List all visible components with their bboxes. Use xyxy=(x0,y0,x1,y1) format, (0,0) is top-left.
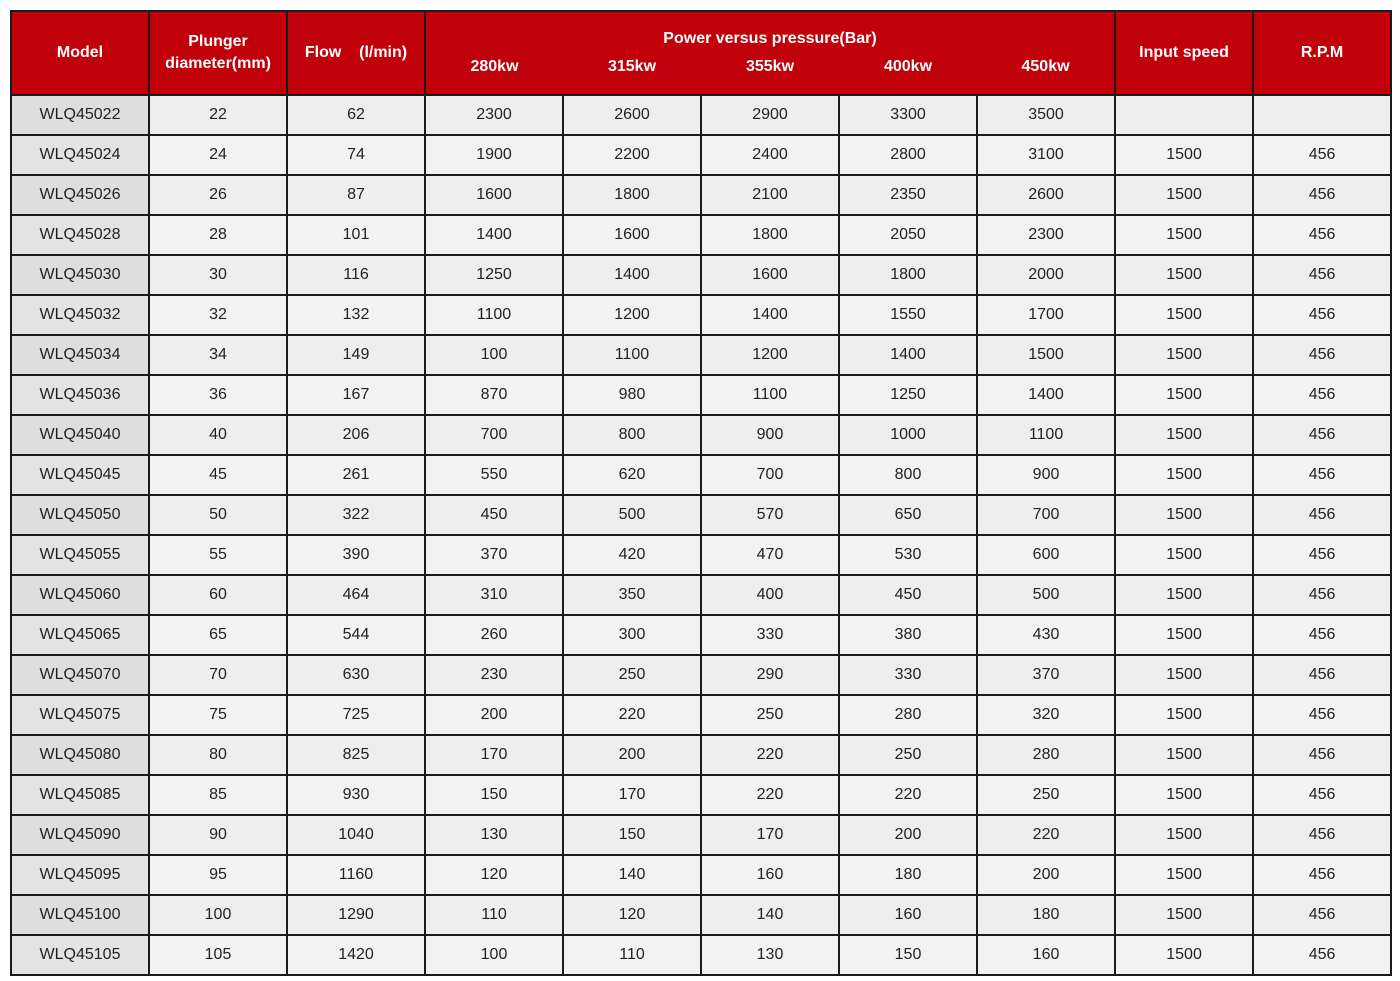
cell-input-speed: 1500 xyxy=(1115,575,1253,615)
pump-spec-table xyxy=(10,10,1392,976)
cell-rpm: 456 xyxy=(1253,575,1391,615)
table-row xyxy=(11,535,1391,575)
cell-rpm: 456 xyxy=(1253,815,1391,855)
cell-pressure-280kw: 230 xyxy=(425,655,563,695)
cell-pressure-315kw: 800 xyxy=(563,415,701,455)
cell-pressure-355kw: 130 xyxy=(701,935,839,975)
cell-plunger-diameter: 85 xyxy=(149,775,287,815)
cell-pressure-355kw: 570 xyxy=(701,495,839,535)
cell-pressure-355kw: 1100 xyxy=(701,375,839,415)
cell-model: WLQ45085 xyxy=(11,775,149,815)
header-power-280kw: 280kw xyxy=(425,52,563,95)
cell-pressure-400kw: 450 xyxy=(839,575,977,615)
table-row xyxy=(11,695,1391,735)
cell-pressure-280kw: 1250 xyxy=(425,255,563,295)
table-row xyxy=(11,415,1391,455)
cell-flow: 322 xyxy=(287,495,425,535)
cell-pressure-355kw: 160 xyxy=(701,855,839,895)
table-row xyxy=(11,655,1391,695)
table-row xyxy=(11,215,1391,255)
cell-model: WLQ45070 xyxy=(11,655,149,695)
cell-pressure-280kw: 1400 xyxy=(425,215,563,255)
cell-pressure-450kw: 2600 xyxy=(977,175,1115,215)
cell-model: WLQ45050 xyxy=(11,495,149,535)
cell-input-speed: 1500 xyxy=(1115,935,1253,975)
cell-pressure-450kw: 1500 xyxy=(977,335,1115,375)
cell-pressure-450kw: 3500 xyxy=(977,95,1115,135)
cell-pressure-315kw: 1800 xyxy=(563,175,701,215)
cell-pressure-355kw: 900 xyxy=(701,415,839,455)
cell-pressure-315kw: 300 xyxy=(563,615,701,655)
cell-model: WLQ45024 xyxy=(11,135,149,175)
table-row xyxy=(11,455,1391,495)
table-header xyxy=(11,11,1391,95)
cell-pressure-315kw: 250 xyxy=(563,655,701,695)
cell-pressure-355kw: 290 xyxy=(701,655,839,695)
cell-pressure-400kw: 160 xyxy=(839,895,977,935)
cell-rpm: 456 xyxy=(1253,655,1391,695)
cell-pressure-355kw: 2100 xyxy=(701,175,839,215)
cell-model: WLQ45095 xyxy=(11,855,149,895)
cell-plunger-diameter: 75 xyxy=(149,695,287,735)
header-row-top xyxy=(11,11,1391,52)
cell-flow: 1160 xyxy=(287,855,425,895)
cell-pressure-355kw: 2900 xyxy=(701,95,839,135)
cell-pressure-280kw: 2300 xyxy=(425,95,563,135)
cell-pressure-355kw: 1800 xyxy=(701,215,839,255)
cell-model: WLQ45034 xyxy=(11,335,149,375)
cell-pressure-400kw: 380 xyxy=(839,615,977,655)
cell-plunger-diameter: 22 xyxy=(149,95,287,135)
cell-pressure-400kw: 200 xyxy=(839,815,977,855)
cell-flow: 1040 xyxy=(287,815,425,855)
cell-pressure-280kw: 370 xyxy=(425,535,563,575)
cell-pressure-280kw: 150 xyxy=(425,775,563,815)
cell-pressure-450kw: 500 xyxy=(977,575,1115,615)
cell-pressure-280kw: 260 xyxy=(425,615,563,655)
cell-rpm: 456 xyxy=(1253,215,1391,255)
cell-rpm: 456 xyxy=(1253,855,1391,895)
table-row xyxy=(11,935,1391,975)
cell-input-speed: 1500 xyxy=(1115,135,1253,175)
cell-model: WLQ45032 xyxy=(11,295,149,335)
cell-plunger-diameter: 60 xyxy=(149,575,287,615)
cell-flow: 390 xyxy=(287,535,425,575)
cell-flow: 167 xyxy=(287,375,425,415)
cell-pressure-400kw: 1400 xyxy=(839,335,977,375)
cell-pressure-315kw: 150 xyxy=(563,815,701,855)
cell-pressure-450kw: 370 xyxy=(977,655,1115,695)
cell-pressure-450kw: 2300 xyxy=(977,215,1115,255)
cell-pressure-400kw: 1250 xyxy=(839,375,977,415)
cell-pressure-280kw: 200 xyxy=(425,695,563,735)
cell-plunger-diameter: 80 xyxy=(149,735,287,775)
table-row xyxy=(11,575,1391,615)
cell-model: WLQ45026 xyxy=(11,175,149,215)
cell-pressure-400kw: 1000 xyxy=(839,415,977,455)
cell-model: WLQ45036 xyxy=(11,375,149,415)
cell-pressure-280kw: 1900 xyxy=(425,135,563,175)
cell-input-speed: 1500 xyxy=(1115,775,1253,815)
cell-pressure-450kw: 430 xyxy=(977,615,1115,655)
cell-rpm: 456 xyxy=(1253,335,1391,375)
cell-model: WLQ45090 xyxy=(11,815,149,855)
header-rpm: R.P.M xyxy=(1253,11,1391,95)
cell-pressure-315kw: 1100 xyxy=(563,335,701,375)
cell-input-speed: 1500 xyxy=(1115,615,1253,655)
cell-pressure-450kw: 900 xyxy=(977,455,1115,495)
cell-input-speed: 1500 xyxy=(1115,415,1253,455)
cell-model: WLQ45080 xyxy=(11,735,149,775)
cell-pressure-400kw: 2350 xyxy=(839,175,977,215)
cell-input-speed: 1500 xyxy=(1115,215,1253,255)
cell-plunger-diameter: 40 xyxy=(149,415,287,455)
cell-plunger-diameter: 65 xyxy=(149,615,287,655)
cell-input-speed: 1500 xyxy=(1115,335,1253,375)
header-model: Model xyxy=(11,11,149,95)
header-power-315kw: 315kw xyxy=(563,52,701,95)
table-row xyxy=(11,335,1391,375)
cell-rpm: 456 xyxy=(1253,135,1391,175)
cell-pressure-315kw: 2200 xyxy=(563,135,701,175)
cell-plunger-diameter: 24 xyxy=(149,135,287,175)
cell-pressure-280kw: 170 xyxy=(425,735,563,775)
cell-pressure-400kw: 1800 xyxy=(839,255,977,295)
cell-pressure-355kw: 330 xyxy=(701,615,839,655)
cell-rpm: 456 xyxy=(1253,935,1391,975)
cell-pressure-315kw: 1600 xyxy=(563,215,701,255)
cell-flow: 725 xyxy=(287,695,425,735)
cell-input-speed: 1500 xyxy=(1115,655,1253,695)
cell-input-speed: 1500 xyxy=(1115,855,1253,895)
header-power-355kw: 355kw xyxy=(701,52,839,95)
cell-pressure-355kw: 220 xyxy=(701,775,839,815)
cell-input-speed: 1500 xyxy=(1115,895,1253,935)
cell-plunger-diameter: 70 xyxy=(149,655,287,695)
cell-input-speed: 1500 xyxy=(1115,695,1253,735)
cell-pressure-355kw: 2400 xyxy=(701,135,839,175)
table-row xyxy=(11,95,1391,135)
cell-pressure-315kw: 110 xyxy=(563,935,701,975)
cell-model: WLQ45100 xyxy=(11,895,149,935)
table-row xyxy=(11,375,1391,415)
cell-input-speed: 1500 xyxy=(1115,295,1253,335)
cell-pressure-315kw: 500 xyxy=(563,495,701,535)
cell-pressure-400kw: 2050 xyxy=(839,215,977,255)
cell-rpm: 456 xyxy=(1253,175,1391,215)
cell-input-speed xyxy=(1115,95,1253,135)
table-row xyxy=(11,855,1391,895)
cell-pressure-450kw: 1700 xyxy=(977,295,1115,335)
table-row xyxy=(11,735,1391,775)
cell-rpm: 456 xyxy=(1253,695,1391,735)
cell-plunger-diameter: 55 xyxy=(149,535,287,575)
cell-flow: 544 xyxy=(287,615,425,655)
cell-rpm: 456 xyxy=(1253,615,1391,655)
cell-pressure-315kw: 980 xyxy=(563,375,701,415)
cell-pressure-355kw: 170 xyxy=(701,815,839,855)
cell-flow: 149 xyxy=(287,335,425,375)
table-row xyxy=(11,815,1391,855)
cell-input-speed: 1500 xyxy=(1115,735,1253,775)
cell-pressure-355kw: 700 xyxy=(701,455,839,495)
cell-pressure-450kw: 1100 xyxy=(977,415,1115,455)
cell-pressure-280kw: 550 xyxy=(425,455,563,495)
cell-plunger-diameter: 100 xyxy=(149,895,287,935)
cell-pressure-450kw: 220 xyxy=(977,815,1115,855)
cell-pressure-450kw: 250 xyxy=(977,775,1115,815)
table-row xyxy=(11,295,1391,335)
cell-pressure-450kw: 3100 xyxy=(977,135,1115,175)
header-plunger-label: Plunger diameter(mm) xyxy=(165,33,271,72)
cell-pressure-400kw: 2800 xyxy=(839,135,977,175)
cell-plunger-diameter: 95 xyxy=(149,855,287,895)
cell-input-speed: 1500 xyxy=(1115,455,1253,495)
cell-pressure-315kw: 620 xyxy=(563,455,701,495)
cell-pressure-400kw: 280 xyxy=(839,695,977,735)
header-plunger-diameter xyxy=(149,11,287,95)
cell-rpm: 456 xyxy=(1253,735,1391,775)
cell-pressure-450kw: 280 xyxy=(977,735,1115,775)
cell-pressure-280kw: 700 xyxy=(425,415,563,455)
table-body xyxy=(11,95,1391,975)
cell-input-speed: 1500 xyxy=(1115,495,1253,535)
cell-model: WLQ45028 xyxy=(11,215,149,255)
cell-input-speed: 1500 xyxy=(1115,255,1253,295)
cell-pressure-280kw: 110 xyxy=(425,895,563,935)
cell-flow: 261 xyxy=(287,455,425,495)
cell-pressure-400kw: 220 xyxy=(839,775,977,815)
cell-pressure-355kw: 1600 xyxy=(701,255,839,295)
cell-pressure-355kw: 1400 xyxy=(701,295,839,335)
table-row xyxy=(11,135,1391,175)
cell-plunger-diameter: 90 xyxy=(149,815,287,855)
cell-model: WLQ45040 xyxy=(11,415,149,455)
cell-plunger-diameter: 45 xyxy=(149,455,287,495)
cell-pressure-280kw: 870 xyxy=(425,375,563,415)
cell-pressure-400kw: 1550 xyxy=(839,295,977,335)
cell-flow: 74 xyxy=(287,135,425,175)
table-row xyxy=(11,615,1391,655)
cell-input-speed: 1500 xyxy=(1115,175,1253,215)
cell-rpm: 456 xyxy=(1253,495,1391,535)
cell-model: WLQ45065 xyxy=(11,615,149,655)
cell-pressure-315kw: 420 xyxy=(563,535,701,575)
cell-pressure-315kw: 1200 xyxy=(563,295,701,335)
cell-pressure-400kw: 180 xyxy=(839,855,977,895)
cell-pressure-315kw: 200 xyxy=(563,735,701,775)
cell-plunger-diameter: 34 xyxy=(149,335,287,375)
cell-pressure-400kw: 530 xyxy=(839,535,977,575)
cell-plunger-diameter: 50 xyxy=(149,495,287,535)
cell-flow: 206 xyxy=(287,415,425,455)
cell-model: WLQ45045 xyxy=(11,455,149,495)
cell-rpm: 456 xyxy=(1253,455,1391,495)
cell-model: WLQ45030 xyxy=(11,255,149,295)
cell-pressure-355kw: 470 xyxy=(701,535,839,575)
cell-pressure-315kw: 120 xyxy=(563,895,701,935)
cell-pressure-315kw: 350 xyxy=(563,575,701,615)
table-row xyxy=(11,495,1391,535)
header-power-450kw: 450kw xyxy=(977,52,1115,95)
cell-model: WLQ45075 xyxy=(11,695,149,735)
cell-flow: 1290 xyxy=(287,895,425,935)
cell-model: WLQ45055 xyxy=(11,535,149,575)
cell-rpm: 456 xyxy=(1253,535,1391,575)
header-input-speed: Input speed xyxy=(1115,11,1253,95)
cell-flow: 930 xyxy=(287,775,425,815)
cell-pressure-355kw: 250 xyxy=(701,695,839,735)
cell-rpm: 456 xyxy=(1253,415,1391,455)
cell-rpm: 456 xyxy=(1253,255,1391,295)
cell-pressure-315kw: 140 xyxy=(563,855,701,895)
cell-pressure-450kw: 2000 xyxy=(977,255,1115,295)
cell-pressure-280kw: 120 xyxy=(425,855,563,895)
cell-pressure-450kw: 700 xyxy=(977,495,1115,535)
cell-rpm: 456 xyxy=(1253,895,1391,935)
cell-flow: 1420 xyxy=(287,935,425,975)
cell-input-speed: 1500 xyxy=(1115,535,1253,575)
cell-flow: 116 xyxy=(287,255,425,295)
cell-model: WLQ45105 xyxy=(11,935,149,975)
cell-input-speed: 1500 xyxy=(1115,815,1253,855)
cell-plunger-diameter: 28 xyxy=(149,215,287,255)
cell-pressure-315kw: 170 xyxy=(563,775,701,815)
cell-pressure-280kw: 130 xyxy=(425,815,563,855)
cell-rpm: 456 xyxy=(1253,775,1391,815)
cell-model: WLQ45060 xyxy=(11,575,149,615)
cell-pressure-400kw: 250 xyxy=(839,735,977,775)
cell-flow: 87 xyxy=(287,175,425,215)
cell-pressure-280kw: 450 xyxy=(425,495,563,535)
cell-pressure-280kw: 100 xyxy=(425,335,563,375)
cell-flow: 630 xyxy=(287,655,425,695)
cell-pressure-450kw: 1400 xyxy=(977,375,1115,415)
cell-pressure-355kw: 400 xyxy=(701,575,839,615)
cell-model: WLQ45022 xyxy=(11,95,149,135)
cell-pressure-450kw: 180 xyxy=(977,895,1115,935)
cell-flow: 62 xyxy=(287,95,425,135)
header-power-400kw: 400kw xyxy=(839,52,977,95)
header-flow: Flow (l/min) xyxy=(287,11,425,95)
cell-flow: 101 xyxy=(287,215,425,255)
cell-pressure-450kw: 160 xyxy=(977,935,1115,975)
cell-plunger-diameter: 105 xyxy=(149,935,287,975)
cell-pressure-355kw: 1200 xyxy=(701,335,839,375)
cell-pressure-315kw: 1400 xyxy=(563,255,701,295)
table-row xyxy=(11,255,1391,295)
cell-pressure-450kw: 200 xyxy=(977,855,1115,895)
cell-plunger-diameter: 36 xyxy=(149,375,287,415)
cell-pressure-315kw: 2600 xyxy=(563,95,701,135)
cell-pressure-400kw: 150 xyxy=(839,935,977,975)
cell-pressure-280kw: 310 xyxy=(425,575,563,615)
cell-pressure-400kw: 330 xyxy=(839,655,977,695)
cell-pressure-355kw: 140 xyxy=(701,895,839,935)
cell-flow: 132 xyxy=(287,295,425,335)
cell-pressure-315kw: 220 xyxy=(563,695,701,735)
cell-plunger-diameter: 32 xyxy=(149,295,287,335)
table-row xyxy=(11,175,1391,215)
header-power-group: Power versus pressure(Bar) xyxy=(425,11,1115,52)
cell-rpm: 456 xyxy=(1253,375,1391,415)
cell-pressure-400kw: 650 xyxy=(839,495,977,535)
cell-pressure-280kw: 1600 xyxy=(425,175,563,215)
cell-rpm xyxy=(1253,95,1391,135)
cell-plunger-diameter: 26 xyxy=(149,175,287,215)
cell-pressure-355kw: 220 xyxy=(701,735,839,775)
table-row xyxy=(11,775,1391,815)
table-row xyxy=(11,895,1391,935)
cell-pressure-400kw: 3300 xyxy=(839,95,977,135)
cell-pressure-450kw: 600 xyxy=(977,535,1115,575)
cell-plunger-diameter: 30 xyxy=(149,255,287,295)
cell-flow: 825 xyxy=(287,735,425,775)
cell-rpm: 456 xyxy=(1253,295,1391,335)
cell-pressure-280kw: 1100 xyxy=(425,295,563,335)
cell-pressure-400kw: 800 xyxy=(839,455,977,495)
cell-pressure-450kw: 320 xyxy=(977,695,1115,735)
cell-pressure-280kw: 100 xyxy=(425,935,563,975)
cell-input-speed: 1500 xyxy=(1115,375,1253,415)
cell-flow: 464 xyxy=(287,575,425,615)
